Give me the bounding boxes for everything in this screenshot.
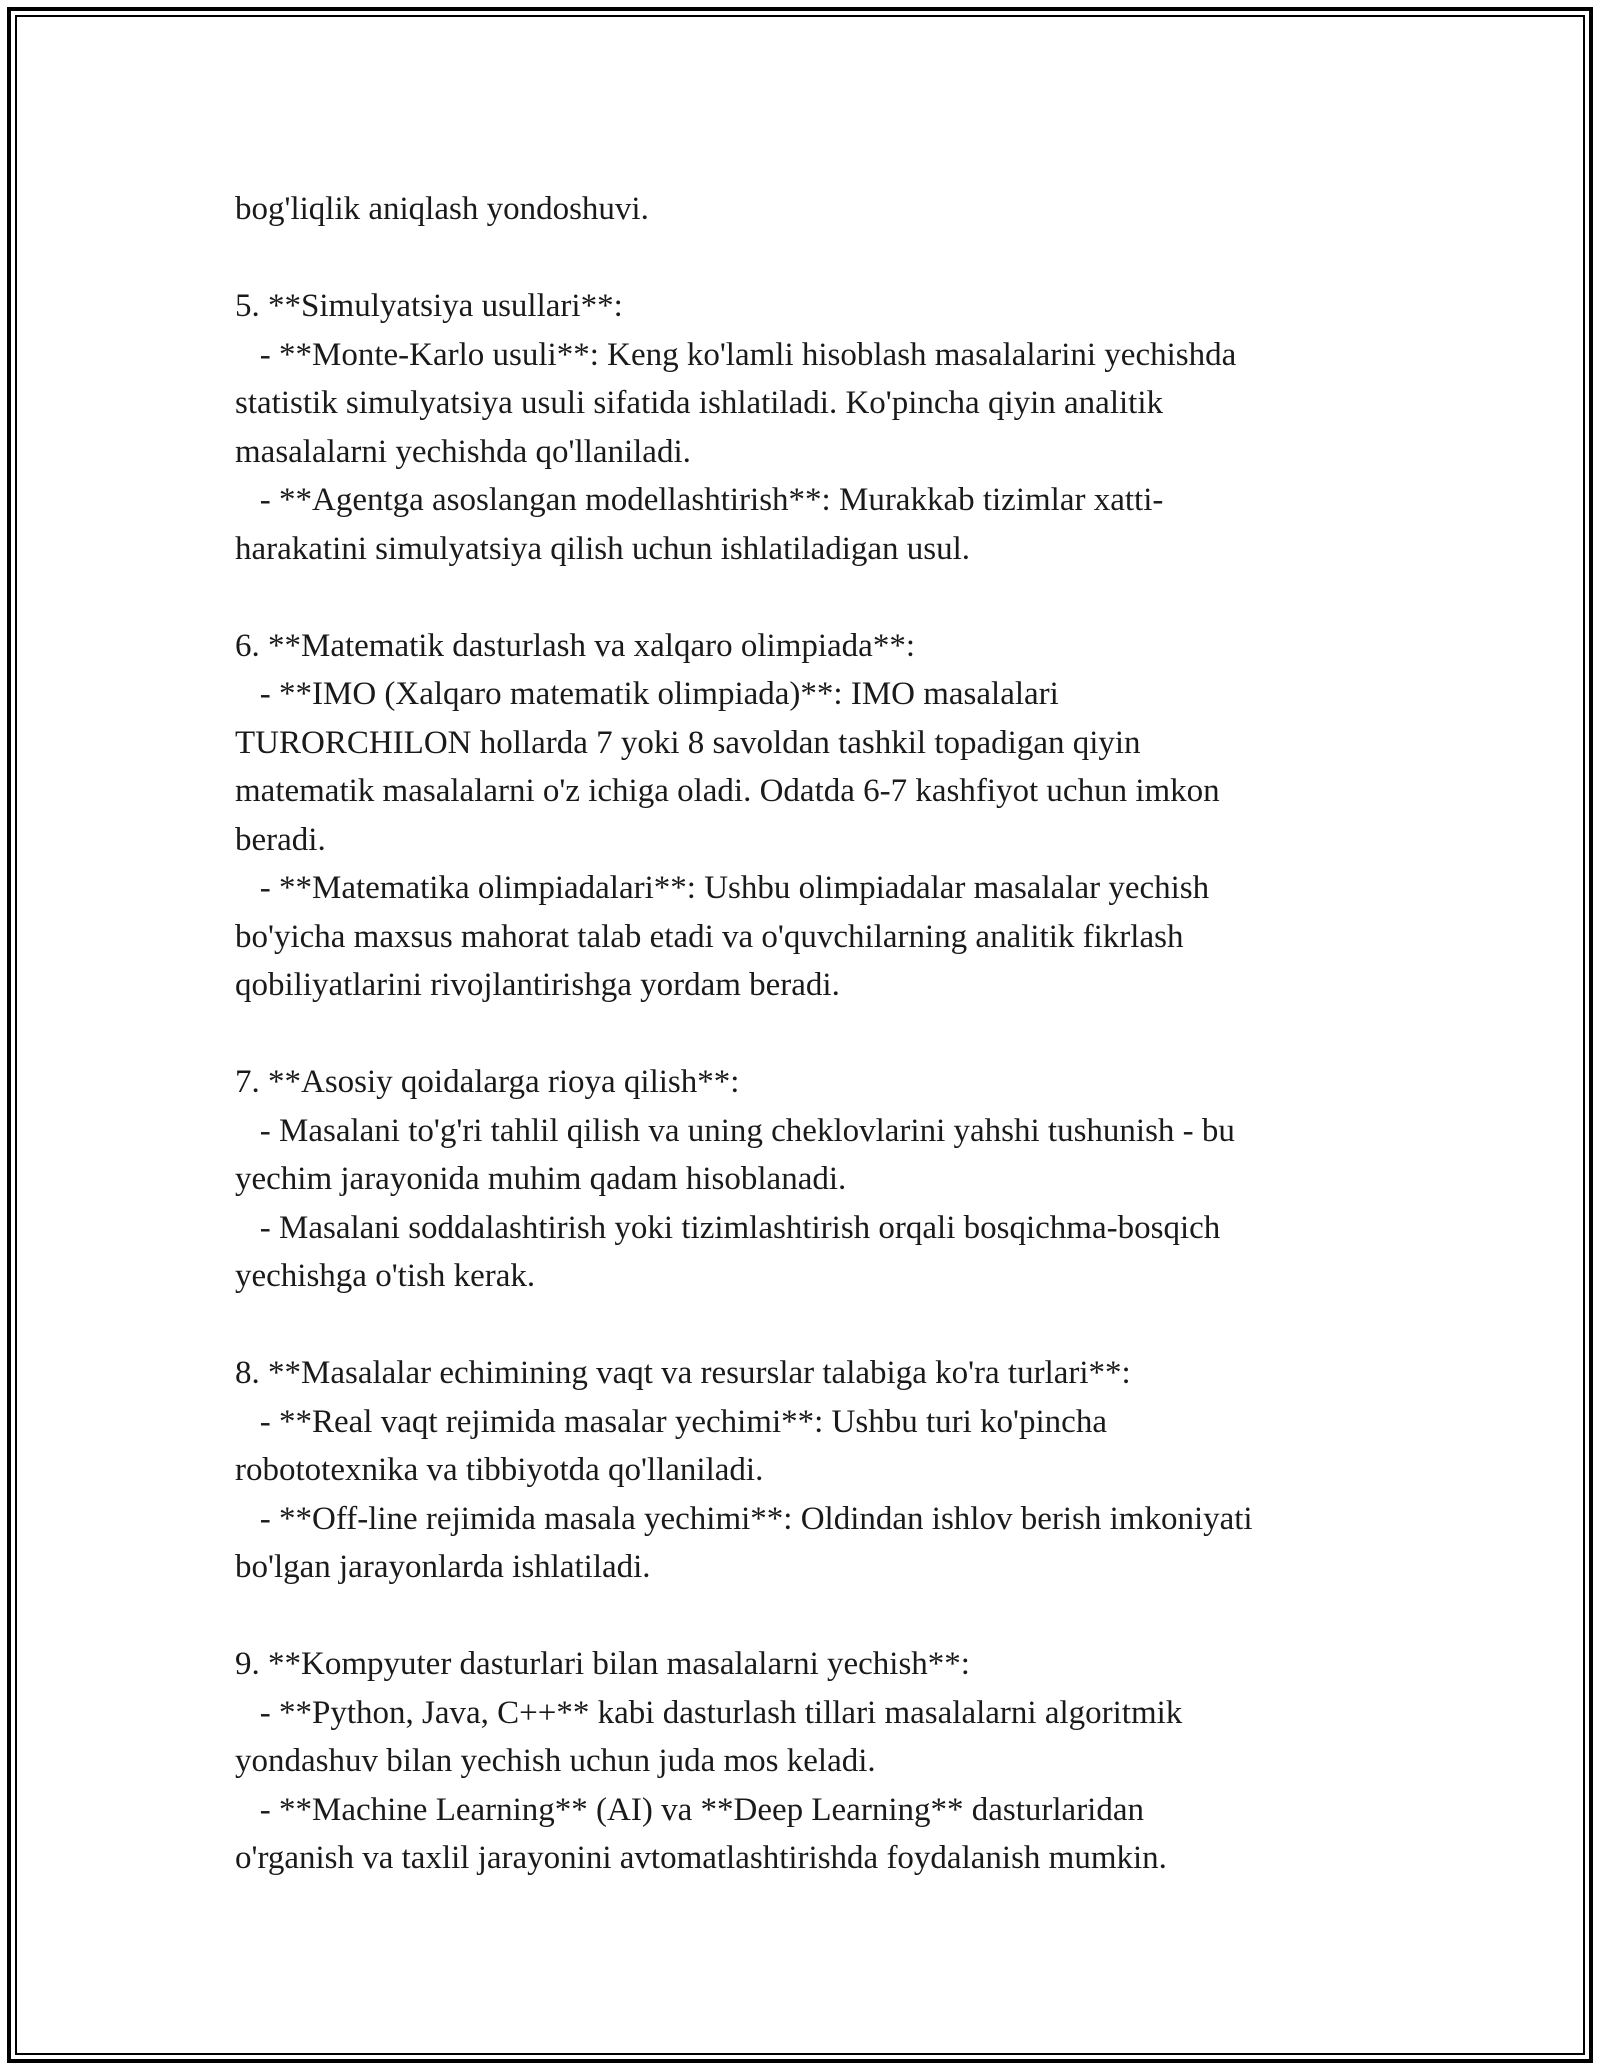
list-item-line: - **Off-line rejimida masala yechimi**: Oldindan ishlov berish imkoniyati [235, 1500, 1253, 1537]
list-item-line: - **Machine Learning** (AI) va **Deep Learning** dasturlaridan [235, 1791, 1144, 1828]
document-body [235, 185, 1415, 1883]
list-item-line: - **Python, Java, C++** kabi dasturlash tillari masalalarni algoritmik [235, 1694, 1183, 1731]
text-line: robototexnika va tibbiyotda qo'llaniladi. [235, 1452, 764, 1488]
text-line: yondashuv bilan yechish uchun juda mos keladi. [235, 1743, 876, 1779]
blank-line [235, 573, 1415, 622]
list-item-line: - **IMO (Xalqaro matematik olimpiada)**: IMO masalalari [235, 676, 1059, 712]
list-item-line: - Masalani soddalashtirish yoki tizimlashtirish orqali bosqichma-bosqich [235, 1209, 1221, 1246]
blank-line [235, 1010, 1415, 1059]
section-heading: 8. **Masalalar echimining vaqt va resurslar talabiga ko'ra turlari**: [235, 1355, 1131, 1391]
text-line: yechim jarayonida muhim qadam hisoblanadi. [235, 1161, 847, 1197]
section-heading: 5. **Simulyatsiya usullari**: [235, 288, 623, 324]
section-heading: 6. **Matematik dasturlash va xalqaro olimpiada**: [235, 627, 915, 664]
list-item-line: - Masalani to'g'ri tahlil qilish va uning cheklovlarini yahshi tushunish - bu [235, 1112, 1235, 1149]
text-line: bog'liqlik aniqlash yondoshuvi. [235, 191, 649, 227]
text-line: bo'lgan jarayonlarda ishlatiladi. [235, 1549, 651, 1585]
list-item-line: - **Real vaqt rejimida masalar yechimi**: Ushbu turi ko'pincha [235, 1403, 1107, 1440]
text-line: TURORCHILON hollarda 7 yoki 8 savoldan tashkil topadigan qiyin [235, 724, 1141, 761]
text-line: beradi. [235, 821, 326, 858]
text-line: bo'yicha maxsus mahorat talab etadi va o'quvchilarning analitik fikrlash [235, 918, 1184, 955]
blank-line [235, 234, 1415, 283]
blank-line [235, 1592, 1415, 1641]
list-item-line: - **Monte-Karlo usuli**: Keng ko'lamli hisoblash masalalarini yechishda [235, 336, 1237, 373]
text-line: o'rganish va taxlil jarayonini avtomatlashtirishda foydalanish mumkin. [235, 1840, 1167, 1876]
text-line: qobiliyatlarini rivojlantirishga yordam beradi. [235, 967, 840, 1003]
text-line: masalalarni yechishda qo'llaniladi. [235, 433, 691, 470]
text-line: matematik masalalarni o'z ichiga oladi. Odatda 6-7 kashfiyot uchun imkon [235, 773, 1220, 809]
text-line: statistik simulyatsiya usuli sifatida ishlatiladi. Ko'pincha qiyin analitik [235, 385, 1163, 421]
section-heading: 9. **Kompyuter dasturlari bilan masalalarni yechish**: [235, 1646, 970, 1682]
list-item-line: - **Matematika olimpiadalari**: Ushbu olimpiadalar masalalar yechish [235, 870, 1210, 906]
text-line: yechishga o'tish kerak. [235, 1258, 536, 1294]
list-item-line: - **Agentga asoslangan modellashtirish**: Murakkab tizimlar xatti- [235, 482, 1164, 518]
section-heading: 7. **Asosiy qoidalarga rioya qilish**: [235, 1064, 740, 1100]
text-line: harakatini simulyatsiya qilish uchun ishlatiladigan usul. [235, 530, 971, 567]
blank-line [235, 1301, 1415, 1350]
